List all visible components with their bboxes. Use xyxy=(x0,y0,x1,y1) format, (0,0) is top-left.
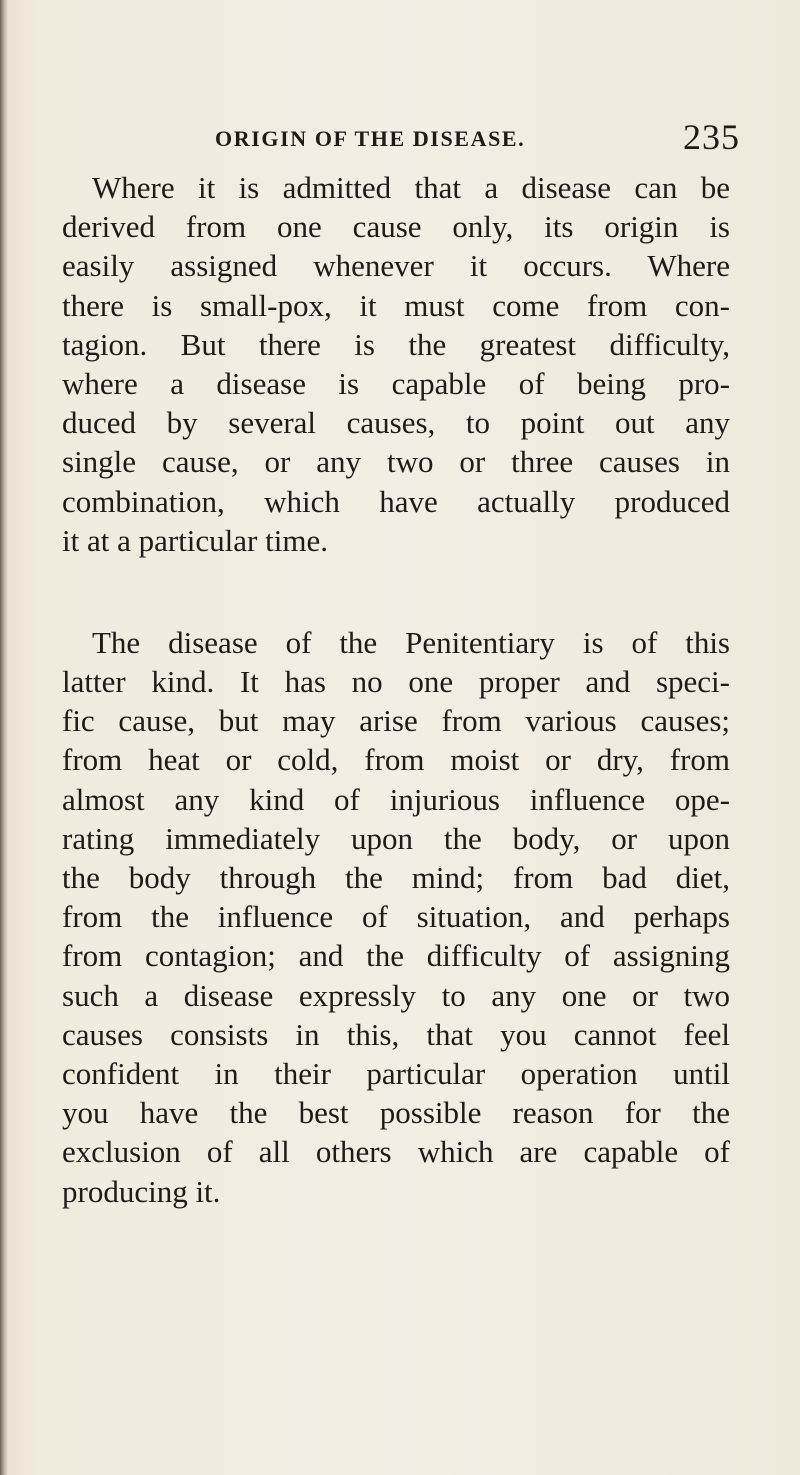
text-line: fic cause, but may arise from various causes; xyxy=(62,703,730,739)
text-line: almost any kind of injurious influence ope- xyxy=(62,781,730,817)
text-line: tagion. But there is the greatest difficulty, xyxy=(62,326,730,362)
text-line: causes consists in this, that you cannot feel xyxy=(62,1016,730,1052)
text-line: it at a particular time. xyxy=(62,522,328,558)
text-line: The disease of the Penitentiary is of this xyxy=(92,624,730,660)
running-head xyxy=(215,117,740,166)
text-line: from contagion; and the difficulty of assigning xyxy=(62,938,730,974)
text-line: where a disease is capable of being pro- xyxy=(62,365,730,401)
text-line: you have the best possible reason for the xyxy=(62,1095,730,1131)
text-line: the body through the mind; from bad diet, xyxy=(62,860,730,895)
text-line: exclusion of all others which are capable of xyxy=(62,1134,730,1170)
text-line: latter kind. It has no one proper and speci- xyxy=(62,664,730,700)
text-line: from heat or cold, from moist or dry, from xyxy=(62,742,730,778)
running-head-title: ORIGIN OF THE DISEASE. xyxy=(215,126,526,151)
paragraph-2 xyxy=(62,623,730,1211)
paragraph-spacer xyxy=(62,560,730,623)
text-line: derived from one cause only, its origin is xyxy=(62,209,730,245)
text-line: combination, which have actually produced xyxy=(62,483,730,519)
text-line: there is small-pox, it must come from con- xyxy=(62,287,730,323)
text-line: Where it is admitted that a disease can be xyxy=(92,170,730,205)
text-line: single cause, or any two or three causes in xyxy=(62,444,730,480)
text-line: rating immediately upon the body, or upon xyxy=(62,820,730,856)
text-line: easily assigned whenever it occurs. Where xyxy=(62,248,730,284)
text-line: duced by several causes, to point out any xyxy=(62,405,730,441)
page-binding-edge xyxy=(0,0,8,1475)
paragraph-1 xyxy=(62,168,730,560)
text-line: from the influence of situation, and perhaps xyxy=(62,899,730,935)
page-number: 235 xyxy=(683,117,740,157)
body-text xyxy=(62,168,730,1211)
text-line: such a disease expressly to any one or two xyxy=(62,977,730,1013)
text-line: producing it. xyxy=(62,1173,221,1209)
text-line: confident in their particular operation until xyxy=(62,1055,730,1091)
